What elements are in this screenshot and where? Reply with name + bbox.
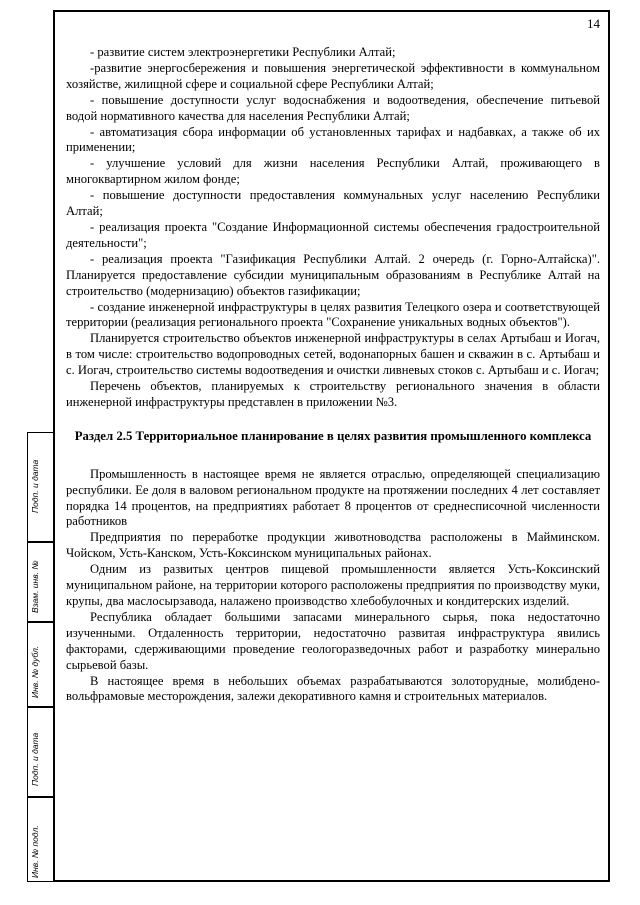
paragraph: В настоящее время в небольших объемах разрабатываются золоторудные, молибдено-вольфрамовые месторождения, залежи декоративного камня и строительных материалов.: [66, 673, 600, 704]
paragraph: - реализация проекта "Создание Информационной системы обеспечения градостроительной деятельности";: [66, 219, 600, 250]
paragraph: Одним из развитых центров пищевой промышленности является Усть-Коксинский муниципальном районе, на территории которого расположены предприятия по производству муки, крупы, два маслосырзавода, налажено производство хлебобулочных и кондитерских изделий.: [66, 562, 600, 608]
paragraph: Промышленность в настоящее время не является отраслью, определяющей специализацию республики. Ее доля в валовом региональном продукте на протяжении последних 4 лет составляет порядка 14 процентов, на предприятиях работает 8 процентов от среднесписочной численности работников: [66, 466, 600, 529]
sidebar-label: Подп. и дата: [30, 459, 40, 513]
sidebar-cell-duplicate-inv: [27, 622, 53, 707]
paragraph: Республика обладает большими запасами минерального сырья, пока недостаточно изученными. Отдаленность территории, недостаточно развитая инфраструктура явились факторами, сдерживающими проведение геологоразведочных работ и разработку минерально сырьевой базы.: [66, 609, 600, 672]
paragraph: Планируется строительство объектов инженерной инфраструктуры в селах Артыбаш и Иогач, в том числе: строительство водопроводных сетей, водонапорных башен и скважин в с. Артыбаш и с. Иогач, строительство системы водоотведения и очистки ливневых стоков с. Артыбаш и с. Иогач;: [66, 331, 600, 378]
paragraph: Предприятия по переработке продукции животноводства расположены в Майминском. Чойском, Усть-Канском, Усть-Коксинском муниципальных районах.: [66, 530, 600, 561]
sidebar-cell-original-inv: [27, 797, 53, 882]
paragraph: Перечень объектов, планируемых к строительству регионального значения в области инженерной инфраструктуры представлен в приложении №3.: [66, 379, 600, 409]
sidebar-label: Инв. № дубл.: [30, 645, 40, 698]
paragraph: - реализация проекта "Газификация Республики Алтай. 2 очередь (г. Горно-Алтайска)". Планируется предоставление субсидии муниципальным образованиям в Республике Алтай на строительство (модернизацию) объектов газификации;: [66, 251, 600, 298]
stamp-sidebar: [27, 432, 53, 882]
section-heading: Раздел 2.5 Территориальное планирование в целях развития промышленного комплекса: [74, 428, 592, 443]
paragraph: - повышение доступности услуг водоснабжения и водоотведения, обеспечение питьевой водой нормативного качества для населения Республики Алтай;: [66, 92, 600, 123]
paragraph: - улучшение условий для жизни населения Республики Алтай, проживающего в многоквартирном жилом фонде;: [66, 156, 600, 187]
sidebar-label: Взам. инв. №: [30, 560, 40, 613]
sidebar-cell-signature-date-2: [27, 707, 53, 797]
sidebar-cell-signature-date-1: [27, 432, 53, 542]
paragraph: - повышение доступности предоставления коммунальных услуг населению Республики Алтай;: [66, 188, 600, 219]
document-body: [66, 45, 600, 705]
paragraph: - развитие систем электроэнергетики Республики Алтай;: [90, 45, 396, 59]
sidebar-cell-replacement-inv: [27, 542, 53, 622]
paragraph: - создание инженерной инфраструктуры в целях развития Телецкого озера и соответствующей территории (реализация регионального проекта "Сохранение уникальных водных объектов").: [66, 299, 600, 330]
paragraph: - автоматизация сбора информации об установленных тарифах и надбавках, а также об их применении;: [66, 124, 600, 155]
sidebar-label: Подп. и дата: [30, 732, 40, 786]
sidebar-label: Инв. № подл.: [30, 825, 40, 878]
paragraph: -развитие энергосбережения и повышения энергетической эффективности в коммунальном хозяйстве, жилищной сфере и социальной сфере Республики Алтай;: [66, 60, 600, 91]
page-number: 14: [587, 16, 600, 31]
